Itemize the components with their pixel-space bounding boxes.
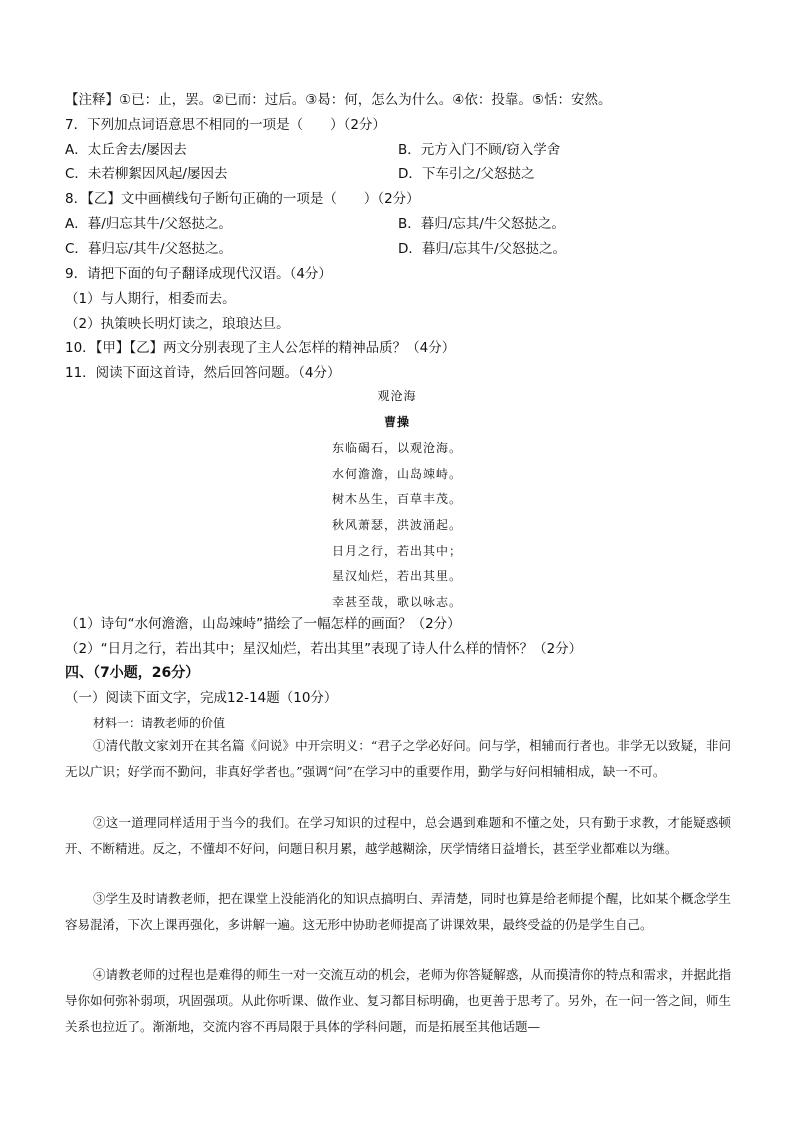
q11-sub-1: （1）诗句“水何澹澹，山岛竦峙”描绘了一幅怎样的画面？（2分） <box>65 616 461 632</box>
q7-option-a: A．太丘舍去/屡因去 <box>65 142 187 158</box>
q11-sub-2: （2）“日月之行，若出其中；星汉灿烂，若出其里”表现了诗人什么样的情怀？（2分） <box>65 641 583 657</box>
annotation-note: 【注释】①已：止，罢。②已而：过后。③曷：何，怎么为什么。④依：投靠。⑤恬：安然。 <box>65 92 612 108</box>
paragraph-3: ③学生及时请教老师，把在课堂上没能消化的知识点搞明白、弄清楚，同时也算是给老师提个醒，比如某个概念学生容易混淆，下次上课再强化，多讲解一遍。这无形中协助老师提高了讲课效果，最终受益的仍是学生自己。 <box>65 891 731 932</box>
question-8-stem: 8．【乙】文中画横线句子断句正确的一项是（ ）（2分） <box>65 191 420 207</box>
poem-line: 树木丛生，百草丰茂。 <box>331 492 462 506</box>
question-7-stem: 7．下列加点词语意思不相同的一项是（ ）（2分） <box>65 117 386 133</box>
material-title: 材料一：请教老师的价值 <box>93 716 226 730</box>
poem-line: 水何澹澹，山岛竦峙。 <box>331 467 462 481</box>
question-11-stem: 11．阅读下面这首诗，然后回答问题。（4分） <box>65 365 341 381</box>
paragraph-2: ②这一道理同样适用于当今的我们。在学习知识的过程中，总会遇到难题和不懂之处，只有勤于求教，才能疑惑顿开、不断精进。反之，不懂却不好问，问题日积月累，越学越糊涂，厌学情绪日益增长，甚至学业都难以为继。 <box>65 815 731 856</box>
q8-option-d: D．暮归/忘其牛/父怒挞之。 <box>398 241 566 257</box>
paragraph-1: ①清代散文家刘开在其名篇《问说》中开宗明义：“君子之学必好问。问与学，相辅而行者也。非学无以致疑，非问无以广识；好学而不勤问，非真好学者也。”强调“问”在学习中的重要作用，勤学与好问相辅相成，缺一不可。 <box>65 738 731 779</box>
q7-option-c: C．未若柳絮因风起/屡因去 <box>65 166 228 182</box>
poem-line: 日月之行，若出其中； <box>331 544 462 558</box>
q9-sentence-1: （1）与人期行，相委而去。 <box>65 291 236 307</box>
q8-option-b: B．暮归/忘其/牛父怒挞之。 <box>398 216 565 232</box>
question-9-stem: 9．请把下面的句子翻译成现代汉语。（4分） <box>65 266 332 282</box>
paragraph-4: ④请教老师的过程也是难得的师生一对一交流互动的机会，老师为你答疑解惑，从而摸清你的特点和需求，并据此指导你如何弥补弱项，巩固强项。从此你听课、做作业、复习都目标明确，也更善于思考了。另外，在一问一答之间，师生关系也拉近了。渐渐地，交流内容不再局限于具体的学科问题，而是拓展至其他话题— <box>65 967 731 1034</box>
q8-option-a: A．暮/归忘其牛/父怒挞之。 <box>65 216 232 232</box>
q8-option-c: C．暮归忘/其牛/父怒挞之。 <box>65 241 233 257</box>
poem-title: 观沧海 <box>377 389 417 403</box>
poem-author: 曹操 <box>383 415 410 429</box>
poem-line: 秋风萧瑟，洪波涌起。 <box>331 518 462 532</box>
poem-line: 东临碣石，以观沧海。 <box>331 441 462 455</box>
q9-sentence-2: （2）执策映长明灯读之，琅琅达旦。 <box>65 316 290 332</box>
question-10: 10．【甲】【乙】两文分别表现了主人公怎样的精神品质？（4分） <box>65 340 456 356</box>
poem-line: 星汉灿烂，若出其里。 <box>331 569 462 583</box>
section-4-part-1: （一）阅读下面文字，完成12-14题（10分） <box>65 690 338 706</box>
q7-option-d: D．下车引之/父怒挞之 <box>398 166 535 182</box>
section-4-heading: 四、（7小题，26分） <box>65 665 200 681</box>
poem-line: 幸甚至哉，歌以咏志。 <box>331 595 462 609</box>
q7-option-b: B．元方入门不顾/窃入学舍 <box>398 142 561 158</box>
